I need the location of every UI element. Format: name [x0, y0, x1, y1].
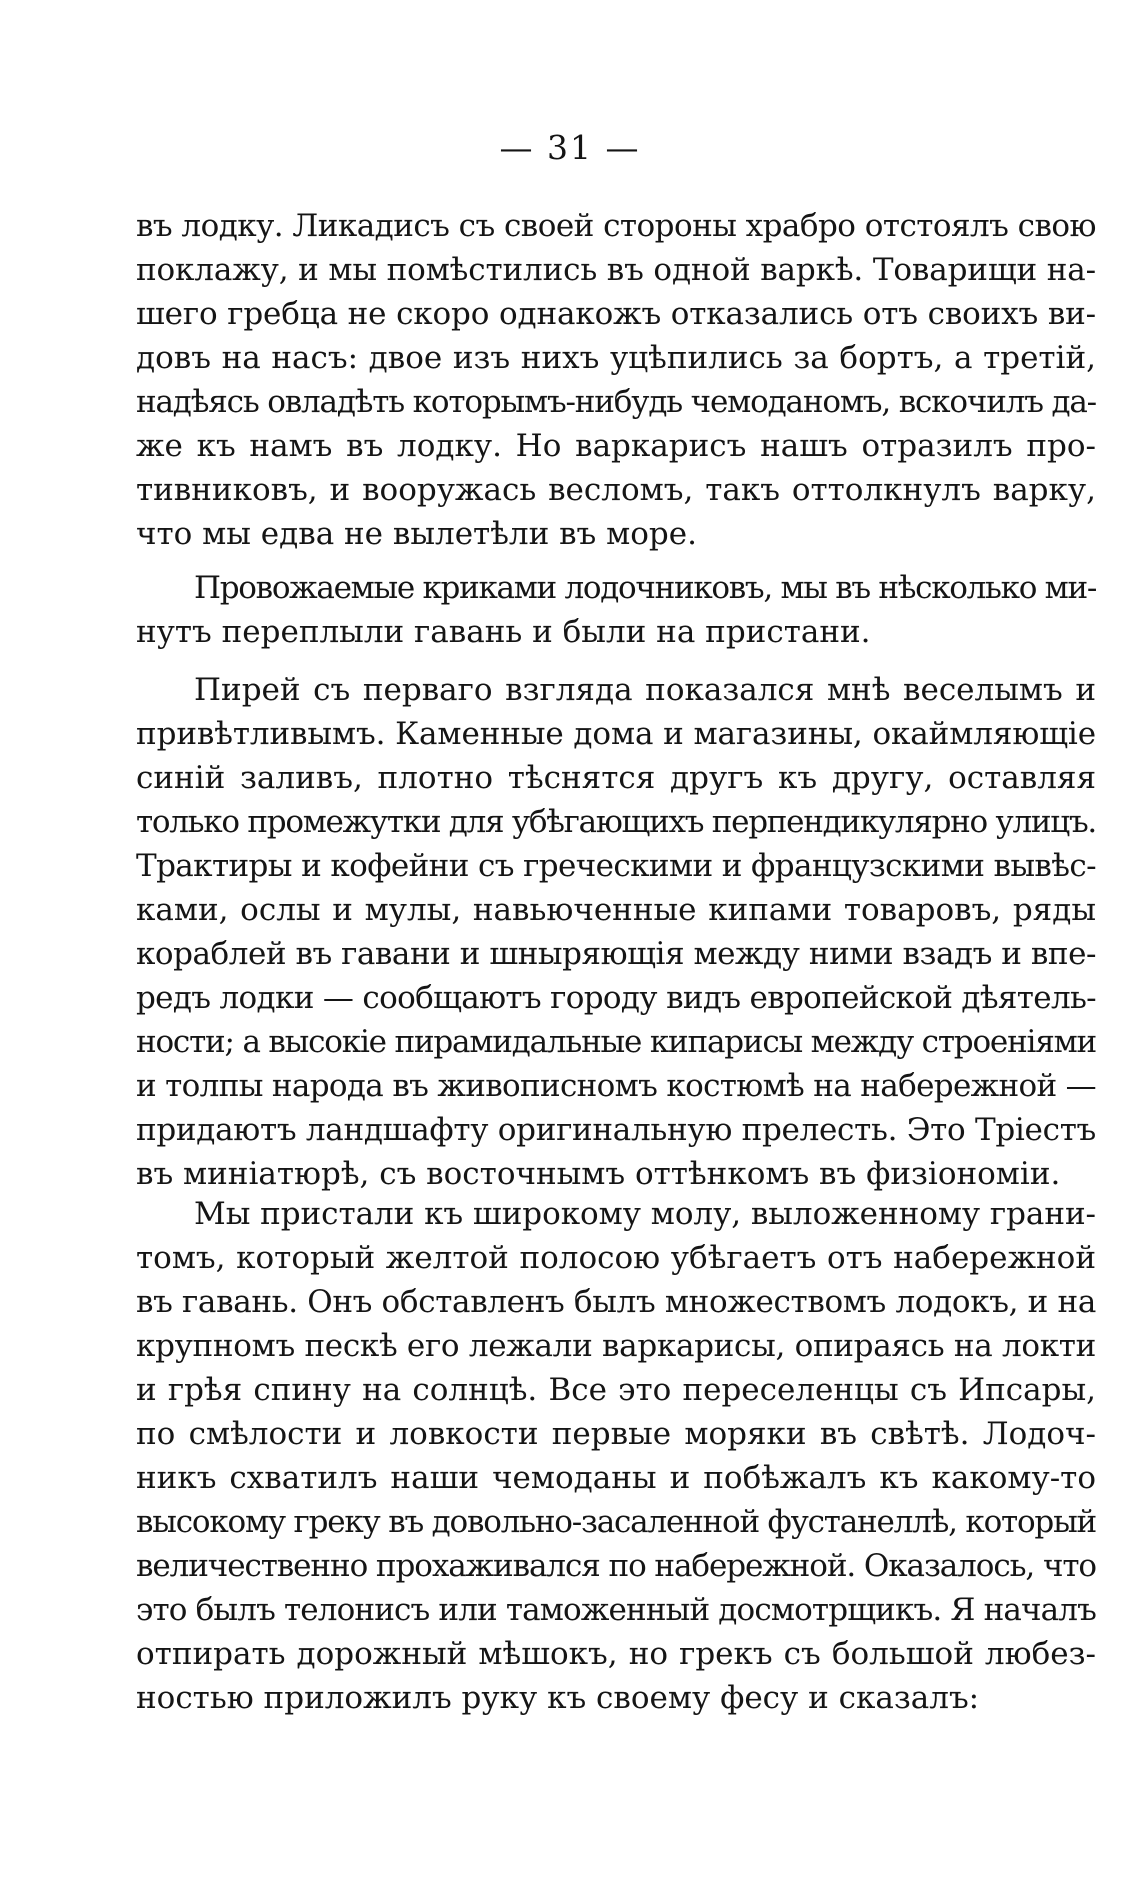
text-line: величественно прохаживался по набережной. Оказалось, что	[136, 1548, 1096, 1584]
text-line: никъ схватилъ наши чемоданы и побѣжалъ къ какому-то	[136, 1460, 1096, 1496]
text-line: только промежутки для убѣгающихъ перпендикулярно улицъ.	[136, 804, 1096, 840]
text-line: ности; а высокіе пирамидальные кипарисы между строеніями	[136, 1024, 1097, 1060]
text-line: нутъ переплыли гавань и были на пристани.	[136, 614, 871, 650]
text-line: кораблей въ гавани и шныряющія между ними взадъ и впе-	[136, 936, 1096, 972]
text-line: Трактиры и кофейни съ греческими и французскими вывѣс-	[136, 848, 1096, 884]
text-line: по смѣлости и ловкости первые моряки въ свѣтѣ. Лодоч-	[136, 1416, 1096, 1452]
text-line: въ гавань. Онъ обставленъ былъ множествомъ лодокъ, и на	[136, 1284, 1097, 1320]
text-line: въ лодку. Ликадисъ съ своей стороны храбро отстоялъ свою	[136, 208, 1096, 244]
text-line: довъ на насъ: двое изъ нихъ уцѣпились за бортъ, а третій,	[136, 340, 1096, 376]
text-line: и грѣя спину на солнцѣ. Все это переселенцы съ Ипсары,	[136, 1372, 1096, 1408]
text-line: шего гребца не скоро однакожъ отказались отъ своихъ ви-	[136, 296, 1096, 332]
text-line: это былъ телонисъ или таможенный досмотрщикъ. Я началъ	[136, 1592, 1096, 1628]
text-line: синій заливъ, плотно тѣснятся другъ къ другу, оставляя	[136, 760, 1096, 796]
text-line: Провожаемые криками лодочниковъ, мы въ нѣсколько ми-	[194, 570, 1096, 606]
text-line: поклажу, и мы помѣстились въ одной варкѣ. Товарищи на-	[136, 252, 1096, 288]
text-line: привѣтливымъ. Каменные дома и магазины, окаймляющіе	[136, 716, 1097, 752]
paragraph-4	[136, 1192, 1096, 1720]
paragraph-1	[136, 204, 1096, 556]
text-line: и толпы народа въ живописномъ костюмѣ на набережной —	[136, 1068, 1096, 1104]
text-line: крупномъ пескѣ его лежали варкарисы, опираясь на локти	[136, 1328, 1096, 1364]
text-line: ностью приложилъ руку къ своему фесу и сказалъ:	[136, 1680, 980, 1716]
paragraph-3	[136, 668, 1096, 1196]
text-line: высокому греку въ довольно-засаленной фустанеллѣ, который	[136, 1504, 1096, 1540]
page-number: — 31 —	[499, 128, 641, 167]
text-line: редъ лодки — сообщаютъ городу видъ европейской дѣятель-	[136, 980, 1096, 1016]
text-line: отпирать дорожный мѣшокъ, но грекъ съ большой любез-	[136, 1636, 1096, 1672]
text-line: надѣясь овладѣть которымъ-нибудь чемоданомъ, вскочилъ да-	[136, 384, 1096, 420]
text-line: тивниковъ, и вооружась весломъ, такъ оттолкнулъ варку,	[136, 472, 1096, 508]
text-line: придаютъ ландшафту оригинальную прелесть. Это Тріестъ	[136, 1112, 1096, 1148]
text-line: ками, ослы и мулы, навьюченные кипами товаровъ, ряды	[136, 892, 1096, 928]
text-line: Пирей съ перваго взгляда показался мнѣ веселымъ и	[194, 672, 1096, 708]
paragraph-2	[136, 566, 1096, 654]
text-line: же къ намъ въ лодку. Но варкарисъ нашъ отразилъ про-	[136, 428, 1096, 464]
text-line: Мы пристали къ широкому молу, выложенному грани-	[194, 1196, 1096, 1232]
text-line: томъ, который желтой полосою убѣгаетъ отъ набережной	[136, 1240, 1096, 1276]
text-line: что мы едва не вылетѣли въ море.	[136, 516, 697, 552]
text-line: въ миніатюрѣ, съ восточнымъ оттѣнкомъ въ физіономіи.	[136, 1156, 1061, 1192]
